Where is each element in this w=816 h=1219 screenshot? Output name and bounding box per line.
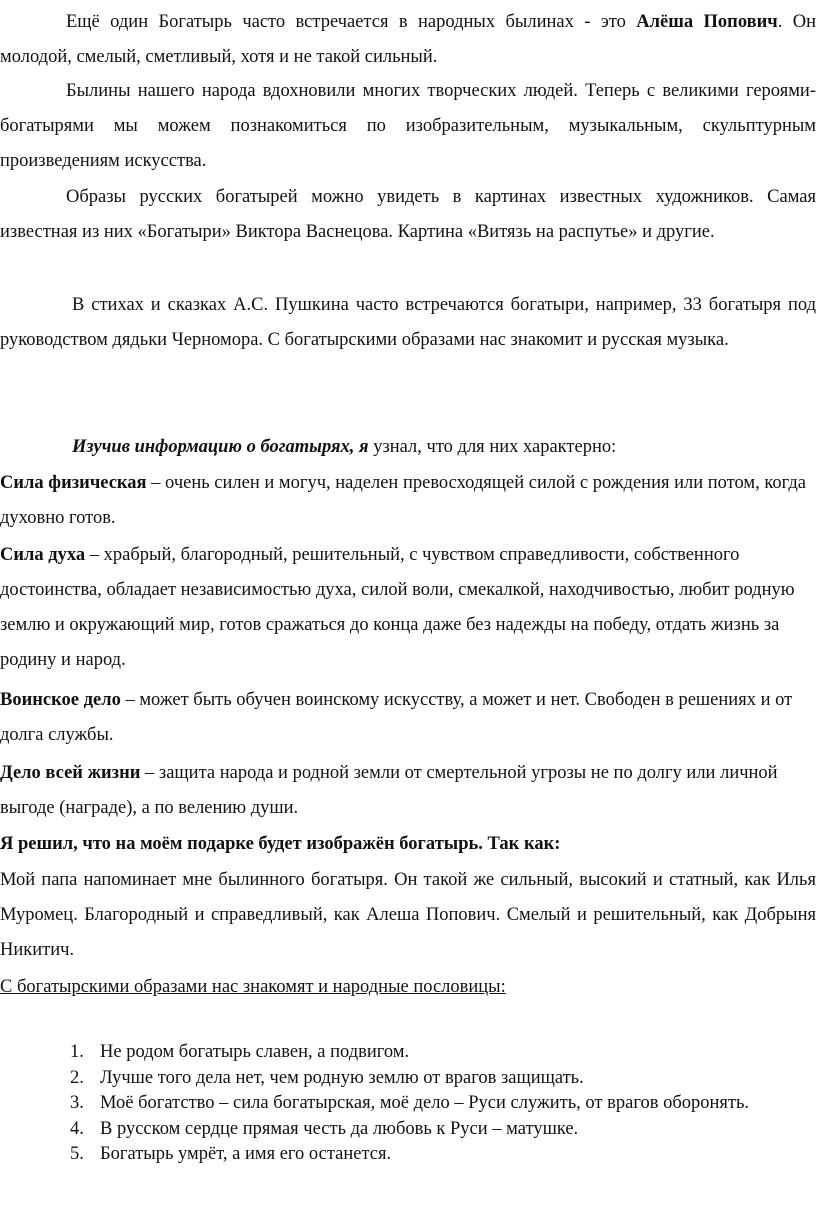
- list-number: 4.: [70, 1118, 84, 1139]
- proverbs-heading-text: С богатырскими образами нас знакомят и народные пословицы:: [0, 977, 506, 997]
- list-item-text: Лучше того дела нет, чем родную землю от врагов защищать.: [100, 1067, 584, 1088]
- paragraph-father: Мой папа напоминает мне былинного богатыря. Он такой же сильный, высокий и статный, как Илья Муромец. Благородный и справедливый, как Алеша Попович. Смелый и решительный, как Добрыня Никитич.: [0, 870, 816, 960]
- proverbs-list: [0, 1040, 816, 1168]
- trait-desc: – может быть обучен воинскому искусству, а может и нет. Свободен в решениях и от долга службы.: [0, 690, 793, 745]
- list-number: 2.: [70, 1067, 84, 1088]
- paragraph-text: . Он молодой, смелый, сметливый, хотя и не такой сильный.: [0, 12, 816, 67]
- trait-desc: – храбрый, благородный, решительный, с чувством справедливости, собственного достоинства, обладает независимостью духа, силой воли, смекалкой, находчивостью, любит родную землю и окружающий мир, готов сражаться до конца даже без надежды на победу, отдать жизнь за родину и народ.: [0, 545, 795, 670]
- trait-term: Сила физическая: [0, 473, 147, 493]
- list-item: [70, 1066, 816, 1092]
- list-number: 3.: [70, 1093, 84, 1113]
- paragraph-byliny: Былины нашего народа вдохновили многих творческих людей. Теперь с великими героями-богатырями мы можем познакомиться по изобразительным, музыкальным, скульптурным произведениям искусства.: [0, 81, 816, 171]
- list-item: [70, 1040, 816, 1066]
- intro-line: [0, 430, 816, 465]
- list-number: 1.: [70, 1042, 84, 1062]
- trait-term: Дело всей жизни: [0, 763, 141, 783]
- trait-term: Воинское дело: [0, 690, 121, 710]
- intro-rest: узнал, что для них характерно:: [368, 437, 617, 457]
- list-item: [70, 1091, 816, 1117]
- decision-text: Я решил, что на моём подарке будет изображён богатырь. Так как:: [0, 834, 561, 854]
- list-item-text: Моё богатство – сила богатырская, моё дело – Руси служить, от врагов оборонять.: [100, 1093, 750, 1113]
- paragraph-pushkin: В стихах и сказках А.С. Пушкина часто встречаются богатыри, например, 33 богатыря под руководством дядьки Черномора. С богатырскими образами нас знакомит и русская музыка.: [0, 295, 816, 350]
- decision-line: [0, 827, 816, 862]
- paragraph-text: Ещё один Богатырь часто встречается в народных былинах - это: [66, 12, 637, 32]
- list-item-text: Богатырь умрёт, а имя его останется.: [100, 1144, 392, 1164]
- proverbs-heading: [0, 970, 816, 1005]
- list-item: [70, 1117, 816, 1143]
- paragraph-alesha: [0, 5, 816, 75]
- trait-life-work: [0, 756, 816, 826]
- intro-bold-italic: Изучив информацию о богатырях, я: [72, 437, 369, 457]
- paragraph-paintings: Образы русских богатырей можно увидеть в картинах известных художников. Самая известная из них «Богатыри» Виктора Васнецова. Картина «Витязь на распутье» и другие.: [0, 187, 816, 242]
- list-item-text: Не родом богатырь славен, а подвигом.: [100, 1042, 410, 1062]
- bold-name: Алёша Попович: [636, 12, 778, 32]
- trait-physical: [0, 466, 816, 536]
- list-number: 5.: [70, 1144, 84, 1164]
- trait-military: [0, 683, 816, 753]
- list-item: [70, 1142, 816, 1168]
- trait-term: Сила духа: [0, 545, 86, 565]
- trait-desc: – очень силен и могуч, наделен превосходящей силой с рождения или потом, когда духовно готов.: [0, 473, 806, 528]
- trait-desc: – защита народа и родной земли от смертельной угрозы не по долгу или личной выгоде (награде), а по велению души.: [0, 763, 778, 818]
- list-item-text: В русском сердце прямая честь да любовь к Руси – матушке.: [100, 1118, 579, 1139]
- trait-spirit: [0, 538, 816, 678]
